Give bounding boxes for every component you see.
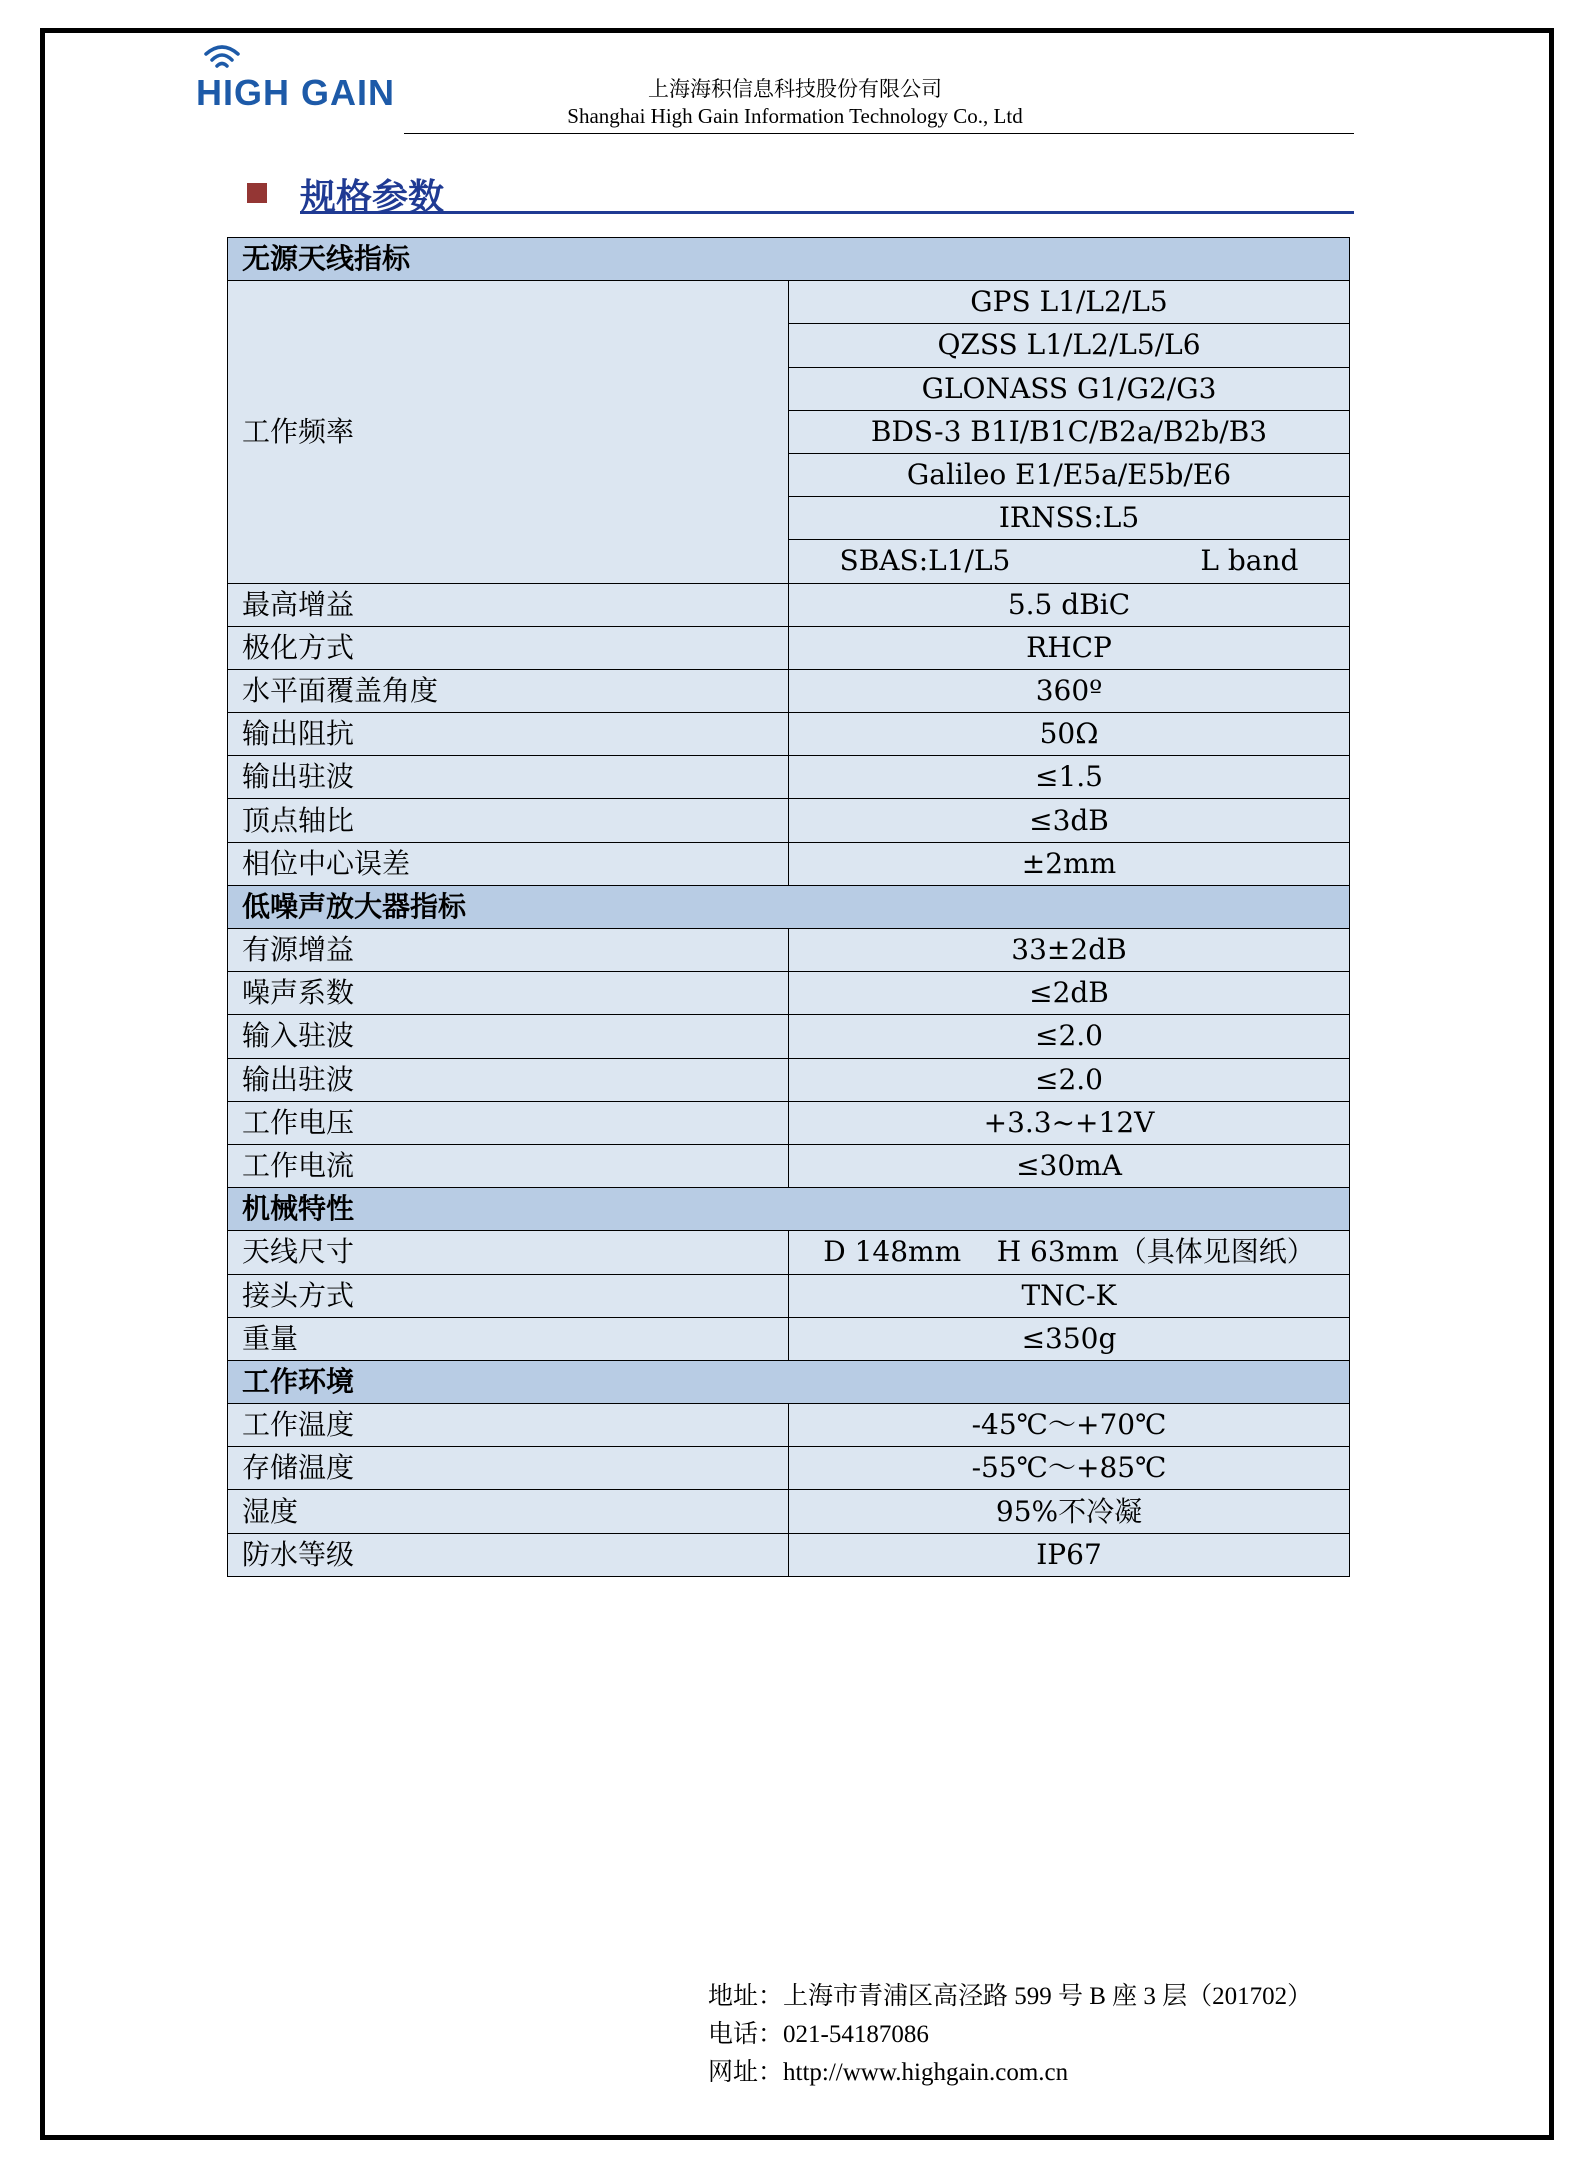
spec-table [227, 237, 1350, 1577]
row-value: 360º [789, 669, 1350, 712]
table-row [228, 1447, 1350, 1490]
table-row [228, 669, 1350, 712]
row-value: 50Ω [789, 713, 1350, 756]
row-label: 顶点轴比 [228, 799, 789, 842]
row-value: QZSS L1/L2/L5/L6 [789, 324, 1350, 367]
table-row [228, 799, 1350, 842]
row-label: 水平面覆盖角度 [228, 669, 789, 712]
row-label: 极化方式 [228, 626, 789, 669]
table-row [228, 1490, 1350, 1533]
row-value: -55℃～+85℃ [789, 1447, 1350, 1490]
row-label: 工作电压 [228, 1101, 789, 1144]
row-value: GLONASS G1/G2/G3 [789, 367, 1350, 410]
row-value: IP67 [789, 1533, 1350, 1576]
table-row [228, 842, 1350, 885]
row-value: D 148mm H 63mm（具体见图纸） [789, 1231, 1350, 1274]
table-row [228, 713, 1350, 756]
row-value: Galileo E1/E5a/E5b/E6 [789, 453, 1350, 496]
footer-address: 地址：上海市青浦区高泾路 599 号 B 座 3 层（201702） [708, 1983, 1313, 2010]
row-label: 接头方式 [228, 1274, 789, 1317]
header-divider [404, 133, 1354, 134]
row-label: 噪声系数 [228, 972, 789, 1015]
footer-website[interactable]: 网址：http://www.highgain.com.cn [708, 2059, 1069, 2086]
row-label: 输出驻波 [228, 1058, 789, 1101]
row-label: 输入驻波 [228, 1015, 789, 1058]
lband-value: L band [1200, 544, 1299, 578]
row-value: 95%不冷凝 [789, 1490, 1350, 1533]
row-value [789, 540, 1350, 583]
row-label: 相位中心误差 [228, 842, 789, 885]
table-group-header [228, 238, 1350, 281]
row-value: 5.5 dBiC [789, 583, 1350, 626]
table-row [228, 1231, 1350, 1274]
row-value: ≤350g [789, 1317, 1350, 1360]
table-row [228, 929, 1350, 972]
sbas-value: SBAS:L1/L5 [839, 544, 1011, 578]
section-bullet-icon [247, 183, 267, 203]
row-label: 输出驻波 [228, 756, 789, 799]
row-value: IRNSS:L5 [789, 497, 1350, 540]
section-title: 规格参数 [300, 177, 445, 218]
table-row [228, 756, 1350, 799]
table-row [228, 1144, 1350, 1187]
row-value: 33±2dB [789, 929, 1350, 972]
row-value: ≤3dB [789, 799, 1350, 842]
row-label: 天线尺寸 [228, 1231, 789, 1274]
row-label: 输出阻抗 [228, 713, 789, 756]
row-label: 存储温度 [228, 1447, 789, 1490]
table-row [228, 1317, 1350, 1360]
row-label: 工作温度 [228, 1404, 789, 1447]
row-value: TNC-K [789, 1274, 1350, 1317]
row-value: ≤2dB [789, 972, 1350, 1015]
company-name-en: Shanghai High Gain Information Technology Co., Ltd [567, 104, 1023, 128]
company-name-cn: 上海海积信息科技股份有限公司 [648, 77, 942, 101]
row-value: ≤1.5 [789, 756, 1350, 799]
row-value: RHCP [789, 626, 1350, 669]
row-label: 最高增益 [228, 583, 789, 626]
signal-waves-icon [202, 40, 242, 74]
table-group-header [228, 885, 1350, 928]
row-value: -45℃～+70℃ [789, 1404, 1350, 1447]
row-label: 湿度 [228, 1490, 789, 1533]
group-header-env: 工作环境 [228, 1360, 1350, 1403]
row-value: ≤2.0 [789, 1058, 1350, 1101]
row-label: 工作电流 [228, 1144, 789, 1187]
group-header-passive: 无源天线指标 [228, 238, 1350, 281]
row-label: 有源增益 [228, 929, 789, 972]
company-logo [196, 40, 411, 115]
row-value: GPS L1/L2/L5 [789, 281, 1350, 324]
row-value: ≤2.0 [789, 1015, 1350, 1058]
table-row [228, 1274, 1350, 1317]
row-value: BDS-3 B1I/B1C/B2a/B2b/B3 [789, 410, 1350, 453]
footer-phone: 电话：021-54187086 [708, 2021, 929, 2048]
table-row [228, 626, 1350, 669]
table-row [228, 1404, 1350, 1447]
row-label: 工作频率 [228, 281, 789, 583]
section-underline [300, 211, 1354, 214]
row-label: 防水等级 [228, 1533, 789, 1576]
table-row [228, 583, 1350, 626]
table-row [228, 1101, 1350, 1144]
footer-contact [708, 1978, 1312, 2092]
table-row [228, 281, 1350, 324]
table-row [228, 972, 1350, 1015]
group-header-lna: 低噪声放大器指标 [228, 885, 1350, 928]
logo-text: HIGH GAIN [196, 72, 396, 113]
row-value: +3.3~+12V [789, 1101, 1350, 1144]
table-group-header [228, 1360, 1350, 1403]
row-label: 重量 [228, 1317, 789, 1360]
row-value: ±2mm [789, 842, 1350, 885]
table-row [228, 1015, 1350, 1058]
table-row [228, 1058, 1350, 1101]
group-header-mech: 机械特性 [228, 1188, 1350, 1231]
table-group-header [228, 1188, 1350, 1231]
table-row [228, 1533, 1350, 1576]
row-value: ≤30mA [789, 1144, 1350, 1187]
